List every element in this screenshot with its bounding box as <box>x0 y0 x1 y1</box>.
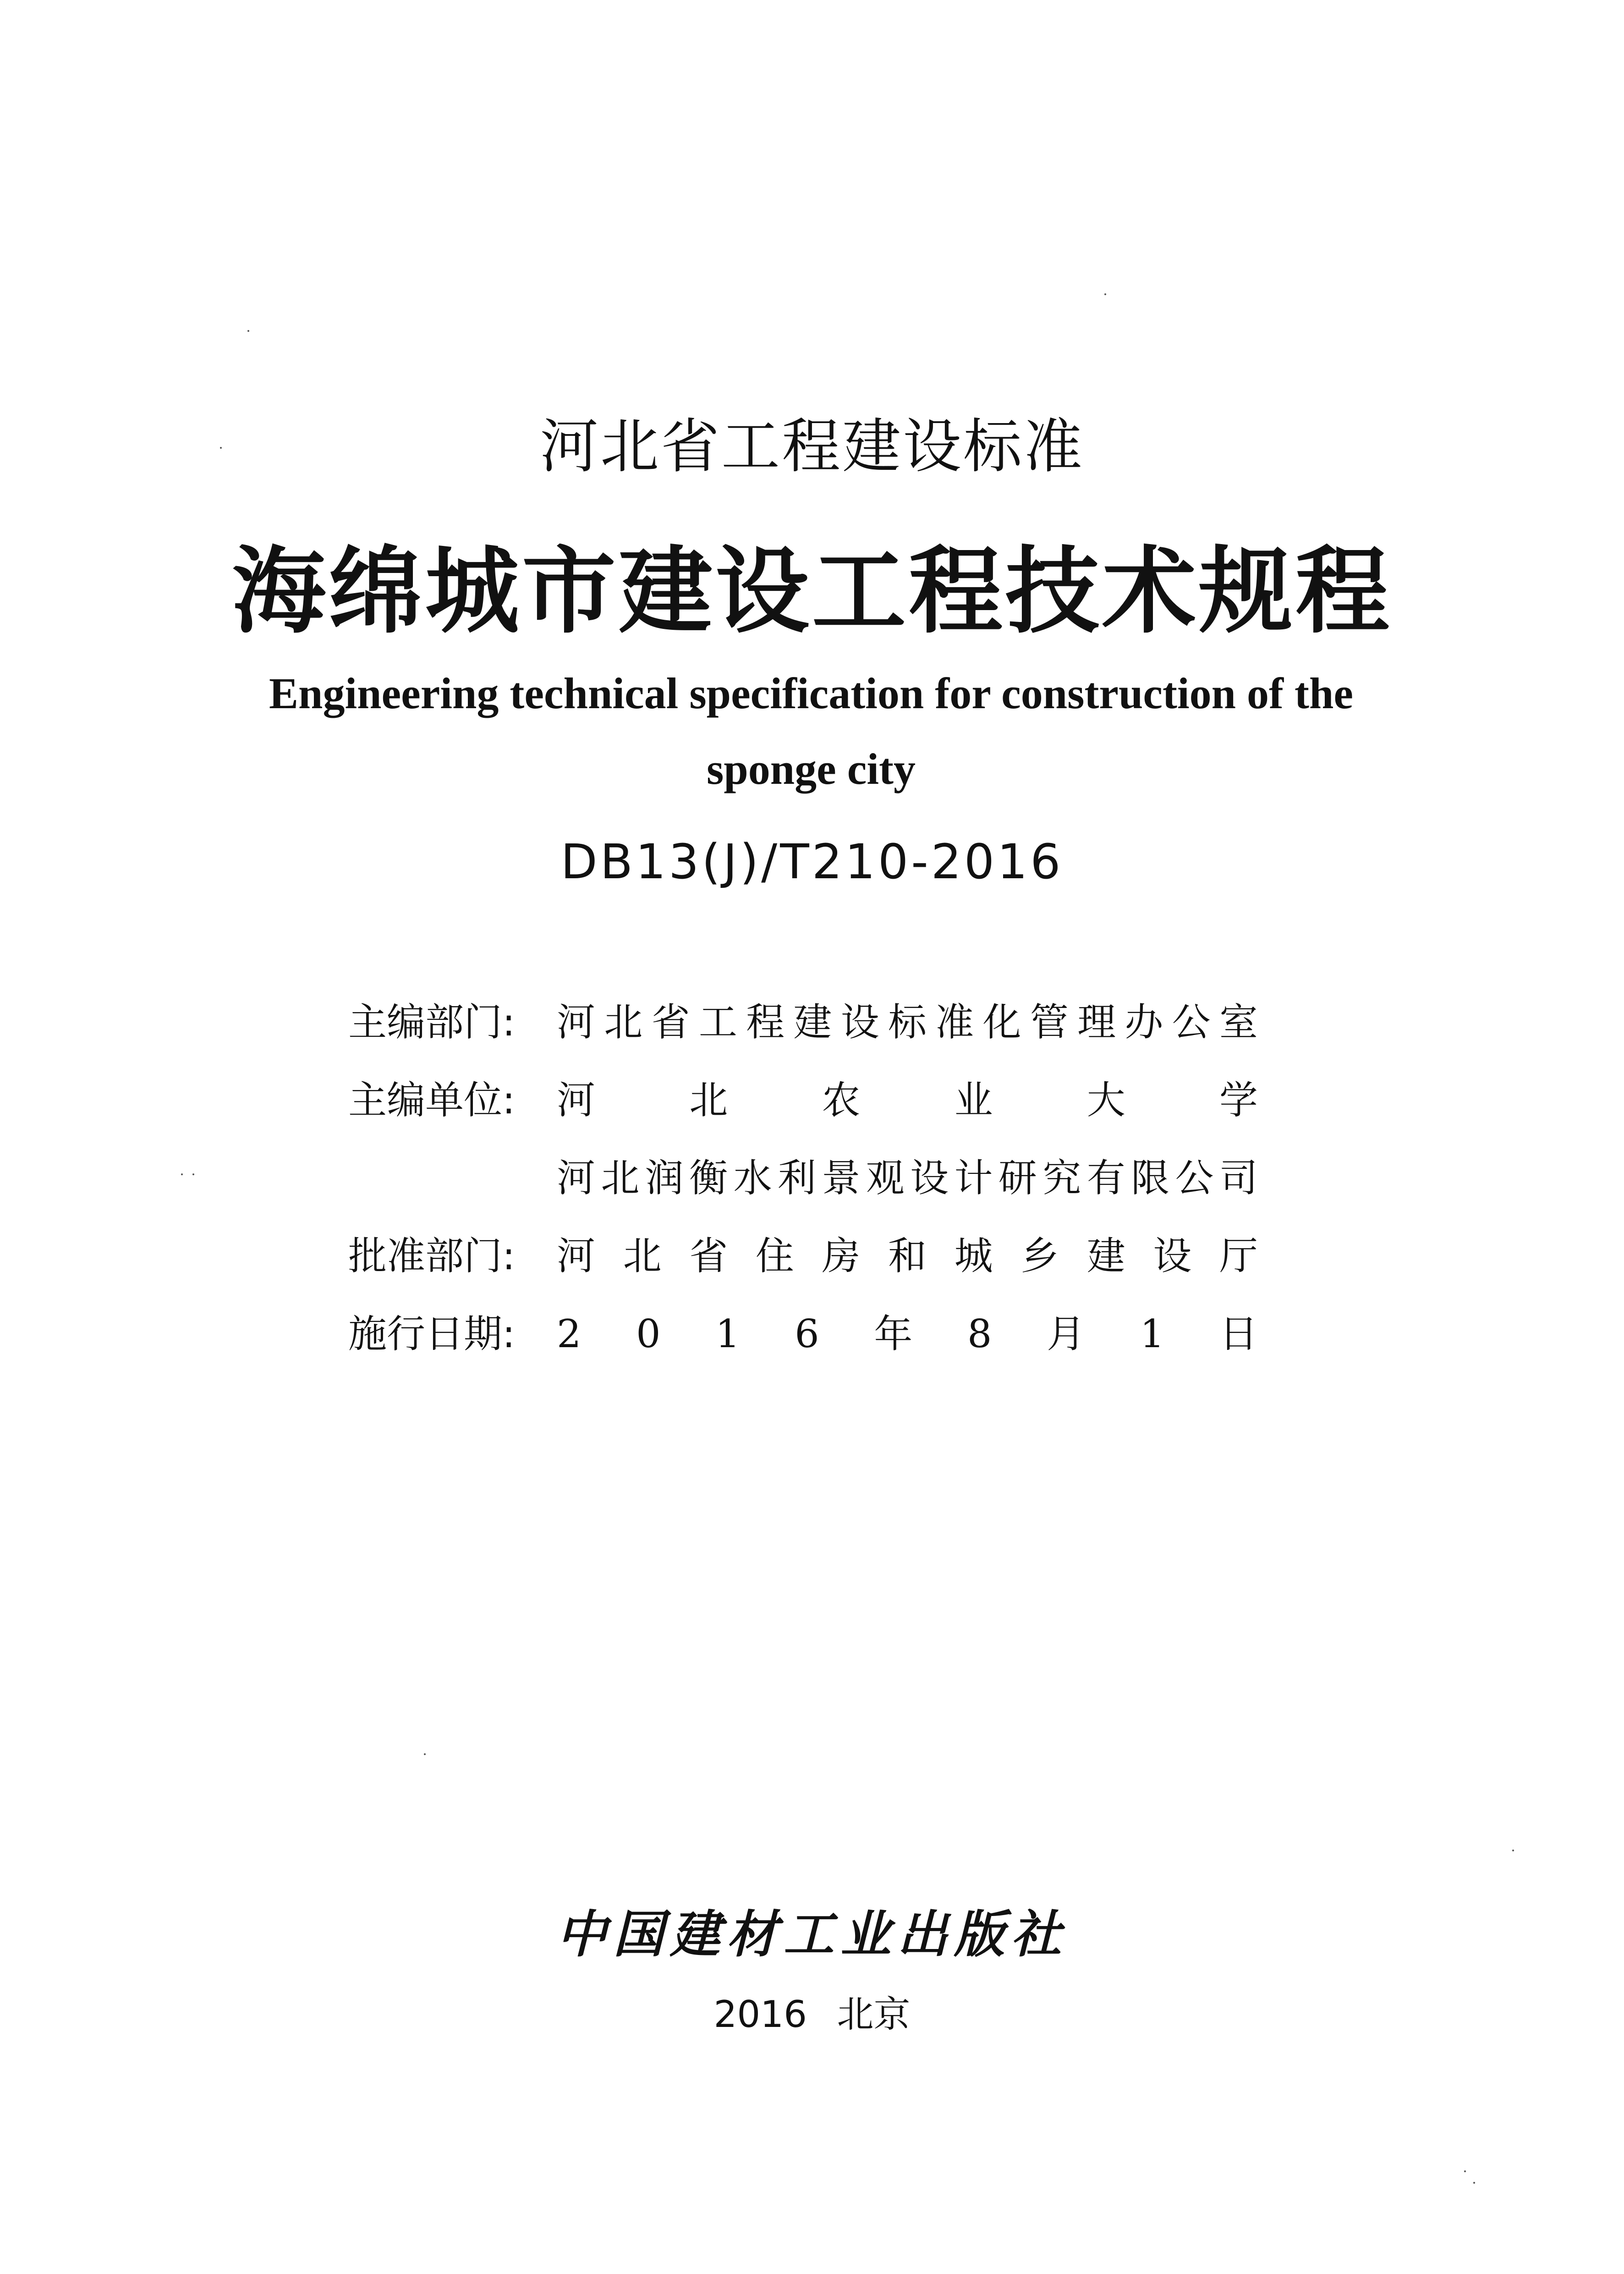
value-char: 程 <box>746 1000 785 1045</box>
value-char: 有 <box>1086 1156 1125 1200</box>
value-char: 办 <box>1125 1000 1163 1045</box>
series-title: 河北省工程建设标准 <box>539 413 1084 481</box>
value-char: 河 <box>557 1233 596 1278</box>
value-char: 厅 <box>1219 1233 1258 1278</box>
value-char: 6 <box>795 1311 819 1356</box>
value-char: 室 <box>1219 1000 1258 1045</box>
value-char: 观 <box>866 1156 905 1200</box>
value-char: 北 <box>601 1156 640 1200</box>
chief-dept-value <box>557 997 1258 1047</box>
value-char: 年 <box>874 1311 913 1356</box>
value-char: 水 <box>733 1156 772 1200</box>
scan-speck <box>424 1753 426 1755</box>
value-char: 建 <box>793 1000 832 1045</box>
value-char: 1 <box>715 1311 740 1356</box>
standard-code: DB13(J)/T210-2016 <box>560 834 1064 890</box>
publisher-name: 中国建材工业出版社 <box>556 1905 1068 1964</box>
value-char: 司 <box>1219 1156 1258 1200</box>
value-char: 北 <box>689 1078 728 1123</box>
value-char: 准 <box>935 1000 974 1045</box>
value-char: 究 <box>1042 1156 1081 1200</box>
scan-speck <box>181 1173 183 1175</box>
value-char: 利 <box>777 1156 816 1200</box>
value-char: 河 <box>557 1156 596 1200</box>
effective-date-value <box>557 1309 1258 1359</box>
value-char: 计 <box>954 1156 993 1200</box>
value-char: 限 <box>1131 1156 1170 1200</box>
value-char: 河 <box>557 1000 596 1045</box>
value-char: 公 <box>1172 1000 1211 1045</box>
value-char: 北 <box>623 1233 662 1278</box>
value-char: 大 <box>1086 1078 1125 1123</box>
value-char: 农 <box>822 1078 861 1123</box>
chief-unit-label: 主编单位: <box>348 1078 516 1123</box>
value-char: 润 <box>645 1156 684 1200</box>
approval-dept-label: 批准部门: <box>348 1233 516 1278</box>
scan-speck <box>220 447 222 449</box>
value-char: 省 <box>689 1233 728 1278</box>
value-char: 设 <box>1153 1233 1192 1278</box>
value-char: 住 <box>755 1233 794 1278</box>
scan-speck <box>192 1173 194 1175</box>
value-char: 0 <box>636 1311 661 1356</box>
value-char: 景 <box>822 1156 861 1200</box>
value-char: 2 <box>557 1311 582 1356</box>
value-char: 河 <box>557 1078 596 1123</box>
value-char: 房 <box>822 1233 861 1278</box>
value-char: 城 <box>954 1233 993 1278</box>
scan-speck <box>1473 2182 1475 2184</box>
value-char: 日 <box>1219 1311 1258 1356</box>
approval-dept-value <box>557 1231 1258 1281</box>
value-char: 1 <box>1140 1311 1165 1356</box>
value-char: 设 <box>840 1000 879 1045</box>
value-char: 建 <box>1086 1233 1125 1278</box>
value-char: 工 <box>698 1000 737 1045</box>
value-char: 理 <box>1077 1000 1116 1045</box>
document-title: 海绵城市建设工程技术规程 <box>232 536 1392 646</box>
value-char: 北 <box>604 1000 643 1045</box>
value-char: 化 <box>982 1000 1021 1045</box>
value-char: 标 <box>888 1000 927 1045</box>
publication-year-place: 2016 北京 <box>713 1993 911 2036</box>
value-char: 公 <box>1175 1156 1214 1200</box>
value-char: 乡 <box>1020 1233 1059 1278</box>
chief-unit-value-secondary <box>557 1153 1258 1203</box>
value-char: 月 <box>1047 1311 1086 1356</box>
value-char: 研 <box>998 1156 1037 1200</box>
effective-date-label: 施行日期: <box>348 1311 516 1356</box>
value-char: 衡 <box>689 1156 728 1200</box>
chief-dept-label: 主编部门: <box>348 1000 516 1045</box>
value-char: 和 <box>888 1233 927 1278</box>
scan-speck <box>1464 2170 1466 2172</box>
value-char: 8 <box>967 1311 992 1356</box>
chief-unit-value <box>557 1075 1258 1125</box>
english-title: Engineering technical specification for construction of the sponge city <box>269 669 1353 793</box>
value-char: 学 <box>1219 1078 1258 1123</box>
value-char: 设 <box>910 1156 949 1200</box>
value-char: 管 <box>1030 1000 1069 1045</box>
value-char: 省 <box>651 1000 690 1045</box>
scan-speck <box>1512 1850 1514 1851</box>
scan-speck <box>247 330 249 332</box>
value-char: 业 <box>954 1078 993 1123</box>
scan-speck <box>1104 293 1106 295</box>
